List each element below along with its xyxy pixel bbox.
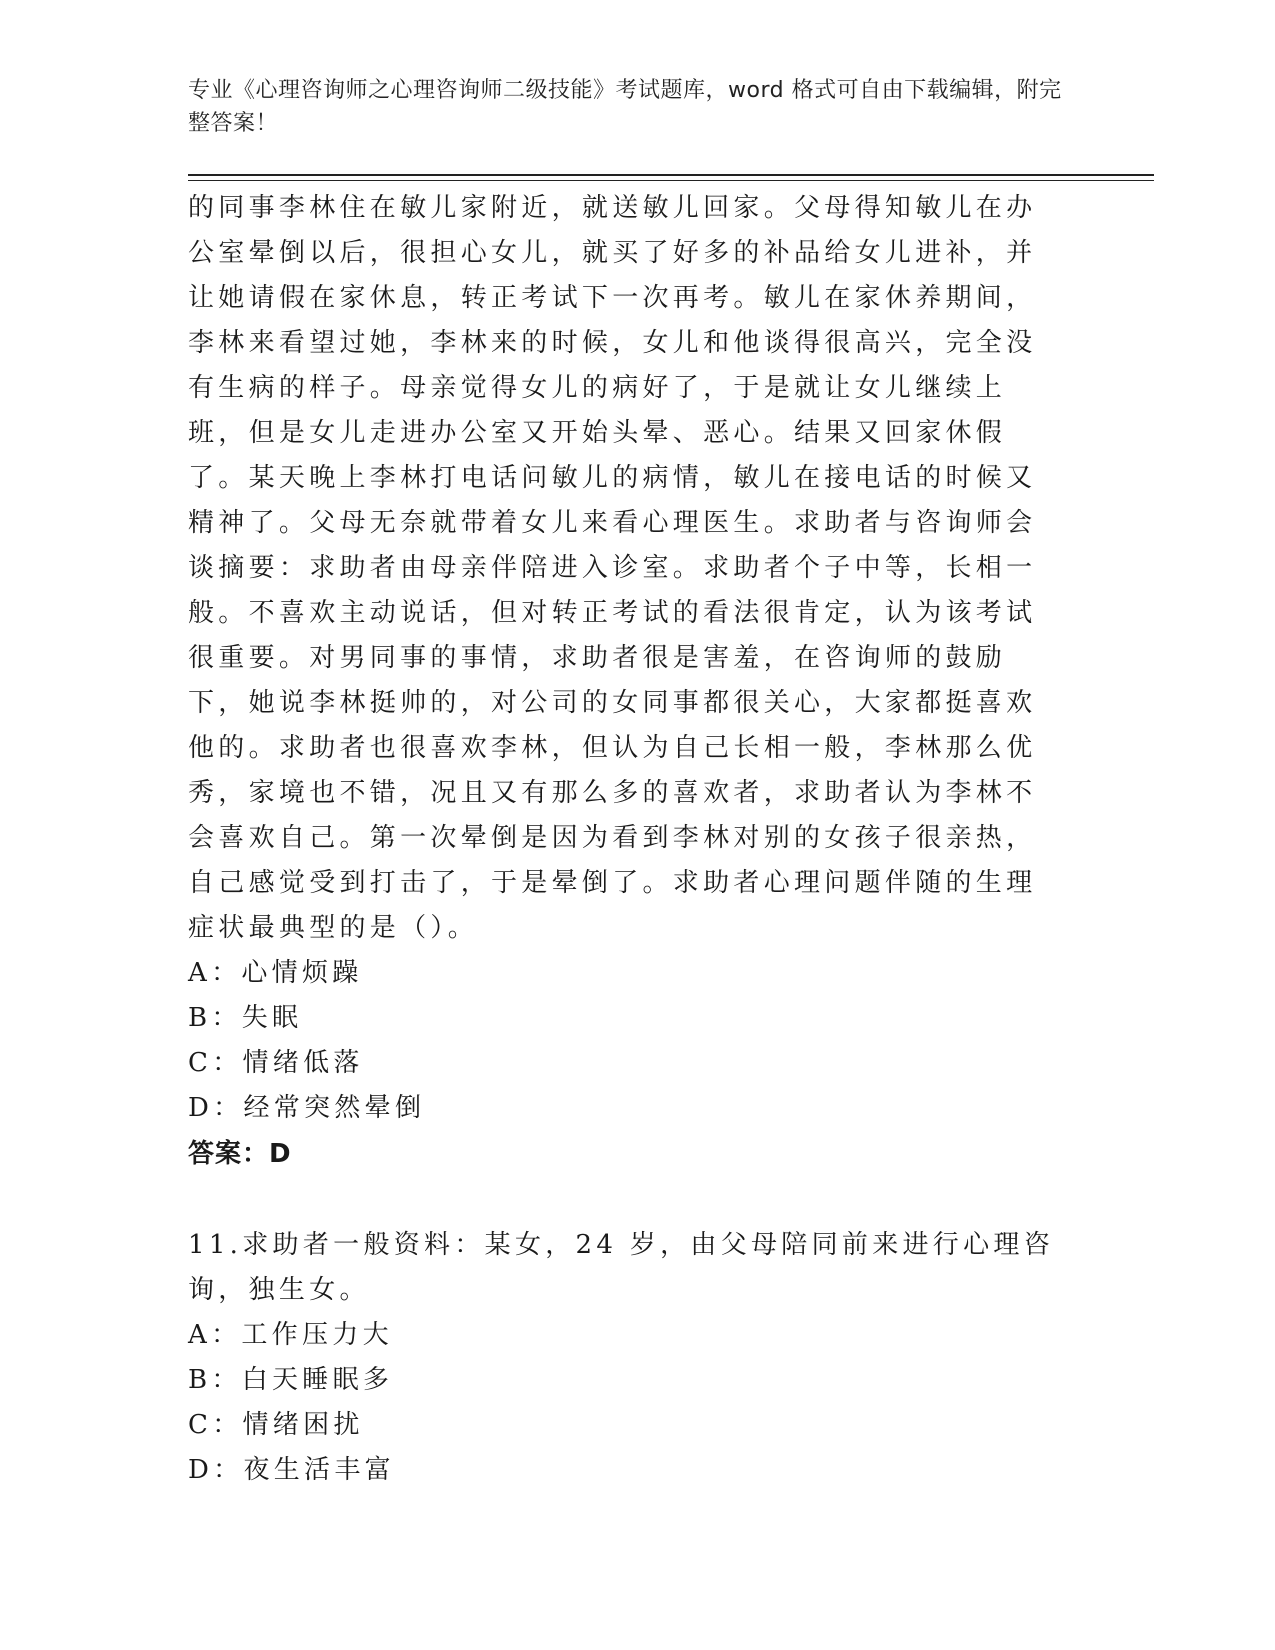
question-10-option-a: A：心情烦躁	[188, 958, 363, 988]
header-divider-thick	[188, 174, 1154, 176]
question-10-option-c: C：情绪低落	[188, 1048, 364, 1078]
question-11-option-b: B：白天睡眠多	[188, 1365, 394, 1395]
question-10-text: 的同事李林住在敏儿家附近，就送敏儿回家。父母得知敏儿在办公室晕倒以后，很担心女儿，就买了好多的补品给女儿进补，并让她请假在家休息，转正考试下一次再考。敏儿在家休养期间，李林来看望过她，李林来的时候，女儿和他谈得很高兴，完全没有生病的样子。母亲觉得女儿的病好了，于是就让女儿继续上班，但是女儿走进办公室又开始头晕、恶心。结果又回家休假了。某天晚上李林打电话问敏儿的病情，敏儿在接电话的时候又精神了。父母无奈就带着女儿来看心理医生。求助者与咨询师会谈摘要：求助者由母亲伴陪进入诊室。求助者个子中等，长相一般。不喜欢主动说话，但对转正考试的看法很肯定，认为该考试很重要。对男同事的事情，求助者很是害羞，在咨询师的鼓励下，她说李林挺帅的，对公司的女同事都很关心，大家都挺喜欢他的。求助者也很喜欢李林，但认为自己长相一般，李林那么优秀，家境也不错，况且又有那么多的喜欢者，求助者认为李林不会喜欢自己。第一次晕倒是因为看到李林对别的女孩子很亲热，自己感觉受到打击了，于是晕倒了。求助者心理问题伴随的生理症状最典型的是（）。	[188, 193, 1037, 943]
document-header: 专业《心理咨询师之心理咨询师二级技能》考试题库，word 格式可自由下载编辑，附完整答案！	[188, 78, 1062, 136]
question-11-text: 11.求助者一般资料：某女，24 岁，由父母陪同前来进行心理咨询，独生女。	[188, 1230, 1054, 1305]
document-body	[188, 186, 1088, 1493]
question-10-option-b: B：失眠	[188, 1003, 303, 1033]
question-11-option-a: A：工作压力大	[188, 1320, 393, 1350]
question-10-option-d: D：经常突然晕倒	[188, 1093, 426, 1123]
question-10-answer: 答案：D	[188, 1139, 292, 1169]
header-divider-thin	[188, 180, 1154, 181]
question-11-option-d: D：夜生活丰富	[188, 1455, 395, 1485]
question-11-option-c: C：情绪困扰	[188, 1410, 364, 1440]
